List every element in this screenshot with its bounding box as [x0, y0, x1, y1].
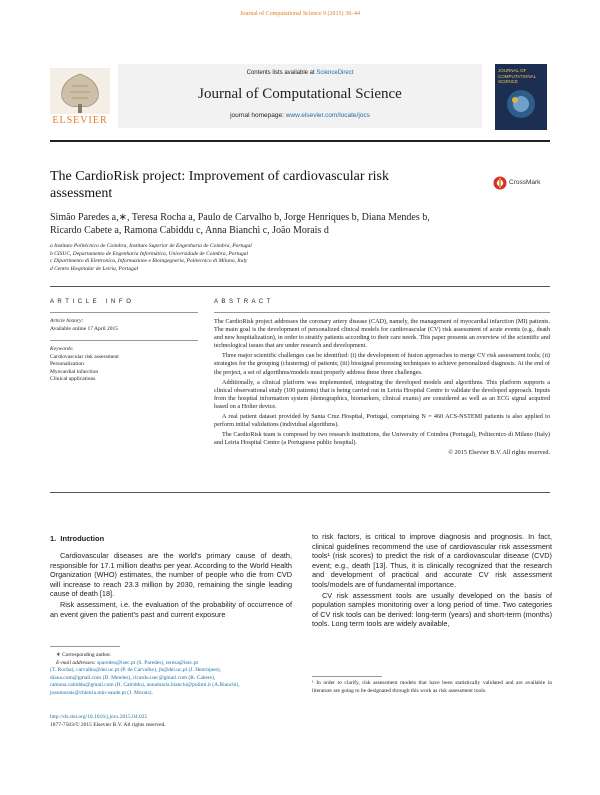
footnote: ¹ In order to clarify, risk assessment models that have been statistically validated and are available in literature are going to be designated through this work as risk assessment tools.: [312, 680, 552, 694]
footnote-rule-left: [50, 646, 120, 647]
header-rule: [50, 140, 550, 142]
sciencedirect-link[interactable]: ScienceDirect: [316, 70, 354, 76]
email-line[interactable]: sparedes@isec.pt (S. Paredes), teresa@isec.pt: [97, 659, 199, 666]
journal-reference: Journal of Computational Science 9 (2015) 39–44: [240, 11, 360, 17]
journal-header-box: [118, 64, 482, 128]
email-addresses: [50, 660, 300, 698]
keyword-item: Cardiovascular risk assessment: [50, 353, 119, 360]
publisher-name: ELSEVIER: [52, 115, 108, 126]
authors-line-1: Simão Paredes a,∗, Teresa Rocha a, Paulo de Carvalho b, Jorge Henriques b, Diana Mendes b,: [50, 212, 430, 223]
contents-line: [118, 69, 482, 77]
article-info-heading: A R T I C L E I N F O: [50, 299, 132, 305]
abstract-heading: A B S T R A C T: [214, 299, 272, 305]
abstract-bottom-rule: [50, 492, 550, 493]
email-line[interactable]: joaomorais@chleiria.min-saude.pt (J. Morais).: [50, 689, 153, 696]
keywords-block: [50, 346, 198, 384]
abstract-rule: [214, 312, 550, 313]
history-value: Available online 17 April 2015: [50, 325, 119, 332]
author-notes: [50, 652, 300, 697]
doi-block: [50, 714, 300, 729]
abstract-paragraph: A real patient dataset provided by Santa Cruz Hospital, Portugal, comprising N = 460 ACS-NSTEMI patients is also applied to perform initial validations (individual algorithms).: [214, 413, 550, 429]
intro-heading: 1. Introduction: [50, 534, 105, 543]
affiliation-a: a Instituto Politécnico de Coimbra, Instituto Superior de Engenharia de Coimbra, Portugal: [50, 243, 252, 249]
intro-paragraph: to risk factors, is critical to improve diagnosis and prognosis. In fact, clinical guidelines recommend the use of cardiovascular risk assessment tools¹ (risk scores) to predict the risk of a cardiovascular disease (CVD) event; e.g., death [13]. Thus, it is clinically recognized that the research and development of practical and accurate CV risk assessment tools/models are of fundamental importance.: [312, 532, 552, 589]
copyright: © 2015 Elsevier B.V. All rights reserved.: [448, 449, 550, 457]
intro-paragraph: Risk assessment, i.e. the evaluation of the probability of occurrence of an event given the patient's past and current exposure: [50, 599, 292, 619]
abstract-paragraph: Additionally, a clinical platform was implemented, integrating the developed models and algorithms. This platform supports a clinical observational study (100 patients) that is being carried out in Leiria Hospital Centre to validate the developed approach. Inputs from the hospital information system (demographics, biomarkers, clinical exams) are considered as well as an ECG signal acquired based on a Holter device.: [214, 378, 550, 410]
keyword-item: Myocardial infarction: [50, 368, 99, 375]
corresponding-author: ∗ Corresponding author.: [56, 652, 112, 658]
contents-prefix: Contents lists available at: [246, 70, 317, 76]
email-line[interactable]: (T. Rocha), carvalho@dei.uc.pt (P. de Carvalho), jh@dei.uc.pt (J. Henriques),: [50, 667, 222, 673]
intro-paragraph: CV risk assessment tools are usually developed on the basis of population samples monitoring over a long period of time. Two categories of CV risk tools can be derived: long-term (years) and short-term (months) tools. Long term tools are widely available,: [312, 590, 552, 629]
article-history: [50, 318, 198, 333]
abstract-paragraph: Three major scientific challenges can be identified: (i) the development of fusion approaches to merge CV risk assessment tools; (ii) strategies for the grouping (clustering) of patients; (iii) biosignal processing techniques to achieve personalized diagnosis. At the end of the project, a set of algorithms/models must properly address these three challenges.: [214, 352, 550, 376]
keyword-item: Personalization: [50, 361, 84, 367]
homepage-line: [118, 112, 482, 119]
abstract-body: [214, 318, 550, 458]
authors-line-2: Ricardo Cabete a, Ramona Cabiddu c, Anna Bianchi c, João Morais d: [50, 225, 329, 236]
affiliations: [50, 243, 550, 273]
cover-title: JOURNAL OF COMPUTATIONAL SCIENCE: [498, 68, 536, 84]
journal-cover: [495, 64, 547, 130]
abstract-paragraph: The CardioRisk project addresses the coronary artery disease (CAD), namely, the management of myocardial infarction (MI) patients. The main goal is the development of personalized clinical models for cardiovascular (CV) risk assessment of acute events (e.g., death and new hospitalization), in order to stratify patients according to their care needs. This paper presents an overview of the scientific and technological issues that are under research and development.: [214, 318, 550, 350]
keyword-item: Clinical applications: [50, 376, 96, 382]
homepage-link[interactable]: www.elsevier.com/locate/jocs: [285, 112, 370, 119]
footnote-rule-right: [312, 676, 382, 677]
crossmark-label: CrossMark: [509, 179, 541, 186]
affiliation-c: c Dipartimento di Elettronica, Informazione e Bioingegneria, Politecnico di Milano, Italy: [50, 258, 248, 264]
publisher-logo: [50, 68, 110, 126]
intro-left-column: [50, 551, 292, 620]
abstract-paragraph: The CardioRisk team is composed by two research institutions, the University of Coimbra (Portugal), Politecnico di Milano (Italy) and Leiria Hospital Centre (a Portuguese public hospital).: [214, 431, 550, 447]
intro-right-column: [312, 532, 552, 630]
article-title: The CardioRisk project: Improvement of cardiovascular risk assessment: [50, 169, 390, 201]
homepage-prefix: journal homepage:: [230, 112, 286, 119]
journal-title: Journal of Computational Science: [198, 86, 402, 102]
affiliation-b: b CISUC, Departamento de Engenharia Informática, Universidade de Coimbra, Portugal: [50, 250, 248, 257]
affiliation-rule: [50, 286, 550, 287]
affiliation-d: d Centro Hospitalar de Leiria, Portugal: [50, 265, 139, 272]
email-line[interactable]: ramona.cabiddu@gmail.com (R. Cabiddu), annamaria.bianchi@polimi.it (A.Bianchi),: [50, 682, 240, 688]
email-line[interactable]: diana.com@gmail.com (D. Mendes), ricardo.isec@gmail.com (R. Cabete),: [50, 674, 216, 681]
history-rule: [50, 340, 198, 341]
doi-link[interactable]: http://dx.doi.org/10.1016/j.jocs.2015.04.025: [50, 714, 148, 720]
crossmark-badge[interactable]: [493, 176, 555, 190]
issn-line: 1877-7503/© 2015 Elsevier B.V. All rights reserved.: [50, 721, 166, 728]
intro-paragraph: Cardiovascular diseases are the world's primary cause of death, responsible for 17.1 million deaths per year. According to the World Health Organization (WHO) estimates, the number of people who die from CVD will increase to reach 23.3 million by 2030, remaining the single leading cause of death [18].: [50, 551, 292, 599]
article-info-rule: [50, 312, 198, 313]
keywords-label: Keywords:: [50, 346, 74, 352]
cover-art-icon: [495, 64, 547, 130]
email-label: E-mail addresses:: [56, 659, 98, 666]
crossmark-icon: [493, 176, 507, 190]
history-label: Article history:: [50, 318, 84, 324]
